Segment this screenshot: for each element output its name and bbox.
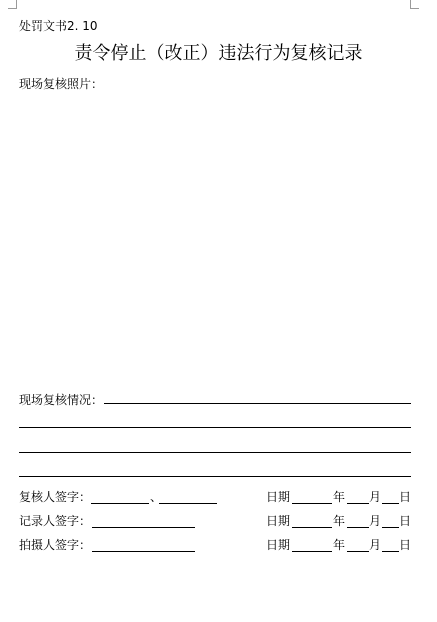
- situation-label: 现场复核情况：: [19, 393, 104, 407]
- year-label: 年: [333, 490, 346, 504]
- day-field[interactable]: [382, 503, 399, 504]
- year-field[interactable]: [292, 551, 332, 552]
- situation-line[interactable]: [104, 403, 411, 404]
- situation-line[interactable]: [19, 427, 411, 428]
- day-label: 日: [399, 538, 412, 552]
- month-field[interactable]: [347, 527, 369, 528]
- day-label: 日: [399, 514, 412, 528]
- month-label: 月: [369, 490, 382, 504]
- reviewer-row: [19, 489, 419, 505]
- document-title: 责令停止（改正）违法行为复核记录: [74, 43, 363, 64]
- page-corner-mark: [8, 0, 17, 9]
- photo-area[interactable]: [19, 92, 411, 382]
- month-label: 月: [369, 514, 382, 528]
- reviewer-signature-field-2[interactable]: [159, 503, 217, 504]
- photographer-signature-field[interactable]: [92, 551, 195, 552]
- recorder-row: [19, 513, 419, 529]
- year-field[interactable]: [292, 503, 332, 504]
- situation-line[interactable]: [19, 476, 411, 477]
- month-label: 月: [369, 538, 382, 552]
- photo-label: 现场复核照片：: [19, 77, 104, 91]
- date-label: 日期: [266, 514, 291, 528]
- document-code: 处罚文书2. 10: [19, 19, 98, 33]
- year-field[interactable]: [292, 527, 332, 528]
- year-label: 年: [333, 538, 346, 552]
- recorder-signature-field[interactable]: [92, 527, 195, 528]
- photographer-label: 拍摄人签字：: [19, 538, 92, 552]
- reviewer-separator: 、: [150, 490, 163, 504]
- year-label: 年: [333, 514, 346, 528]
- situation-line[interactable]: [19, 452, 411, 453]
- date-label: 日期: [266, 538, 291, 552]
- month-field[interactable]: [347, 503, 369, 504]
- date-label: 日期: [266, 490, 291, 504]
- reviewer-label: 复核人签字：: [19, 490, 92, 504]
- recorder-label: 记录人签字：: [19, 514, 92, 528]
- day-field[interactable]: [382, 527, 399, 528]
- photographer-row: [19, 537, 419, 553]
- day-field[interactable]: [382, 551, 399, 552]
- page-corner-mark: [410, 0, 419, 9]
- reviewer-signature-field[interactable]: [91, 503, 149, 504]
- day-label: 日: [399, 490, 412, 504]
- month-field[interactable]: [347, 551, 369, 552]
